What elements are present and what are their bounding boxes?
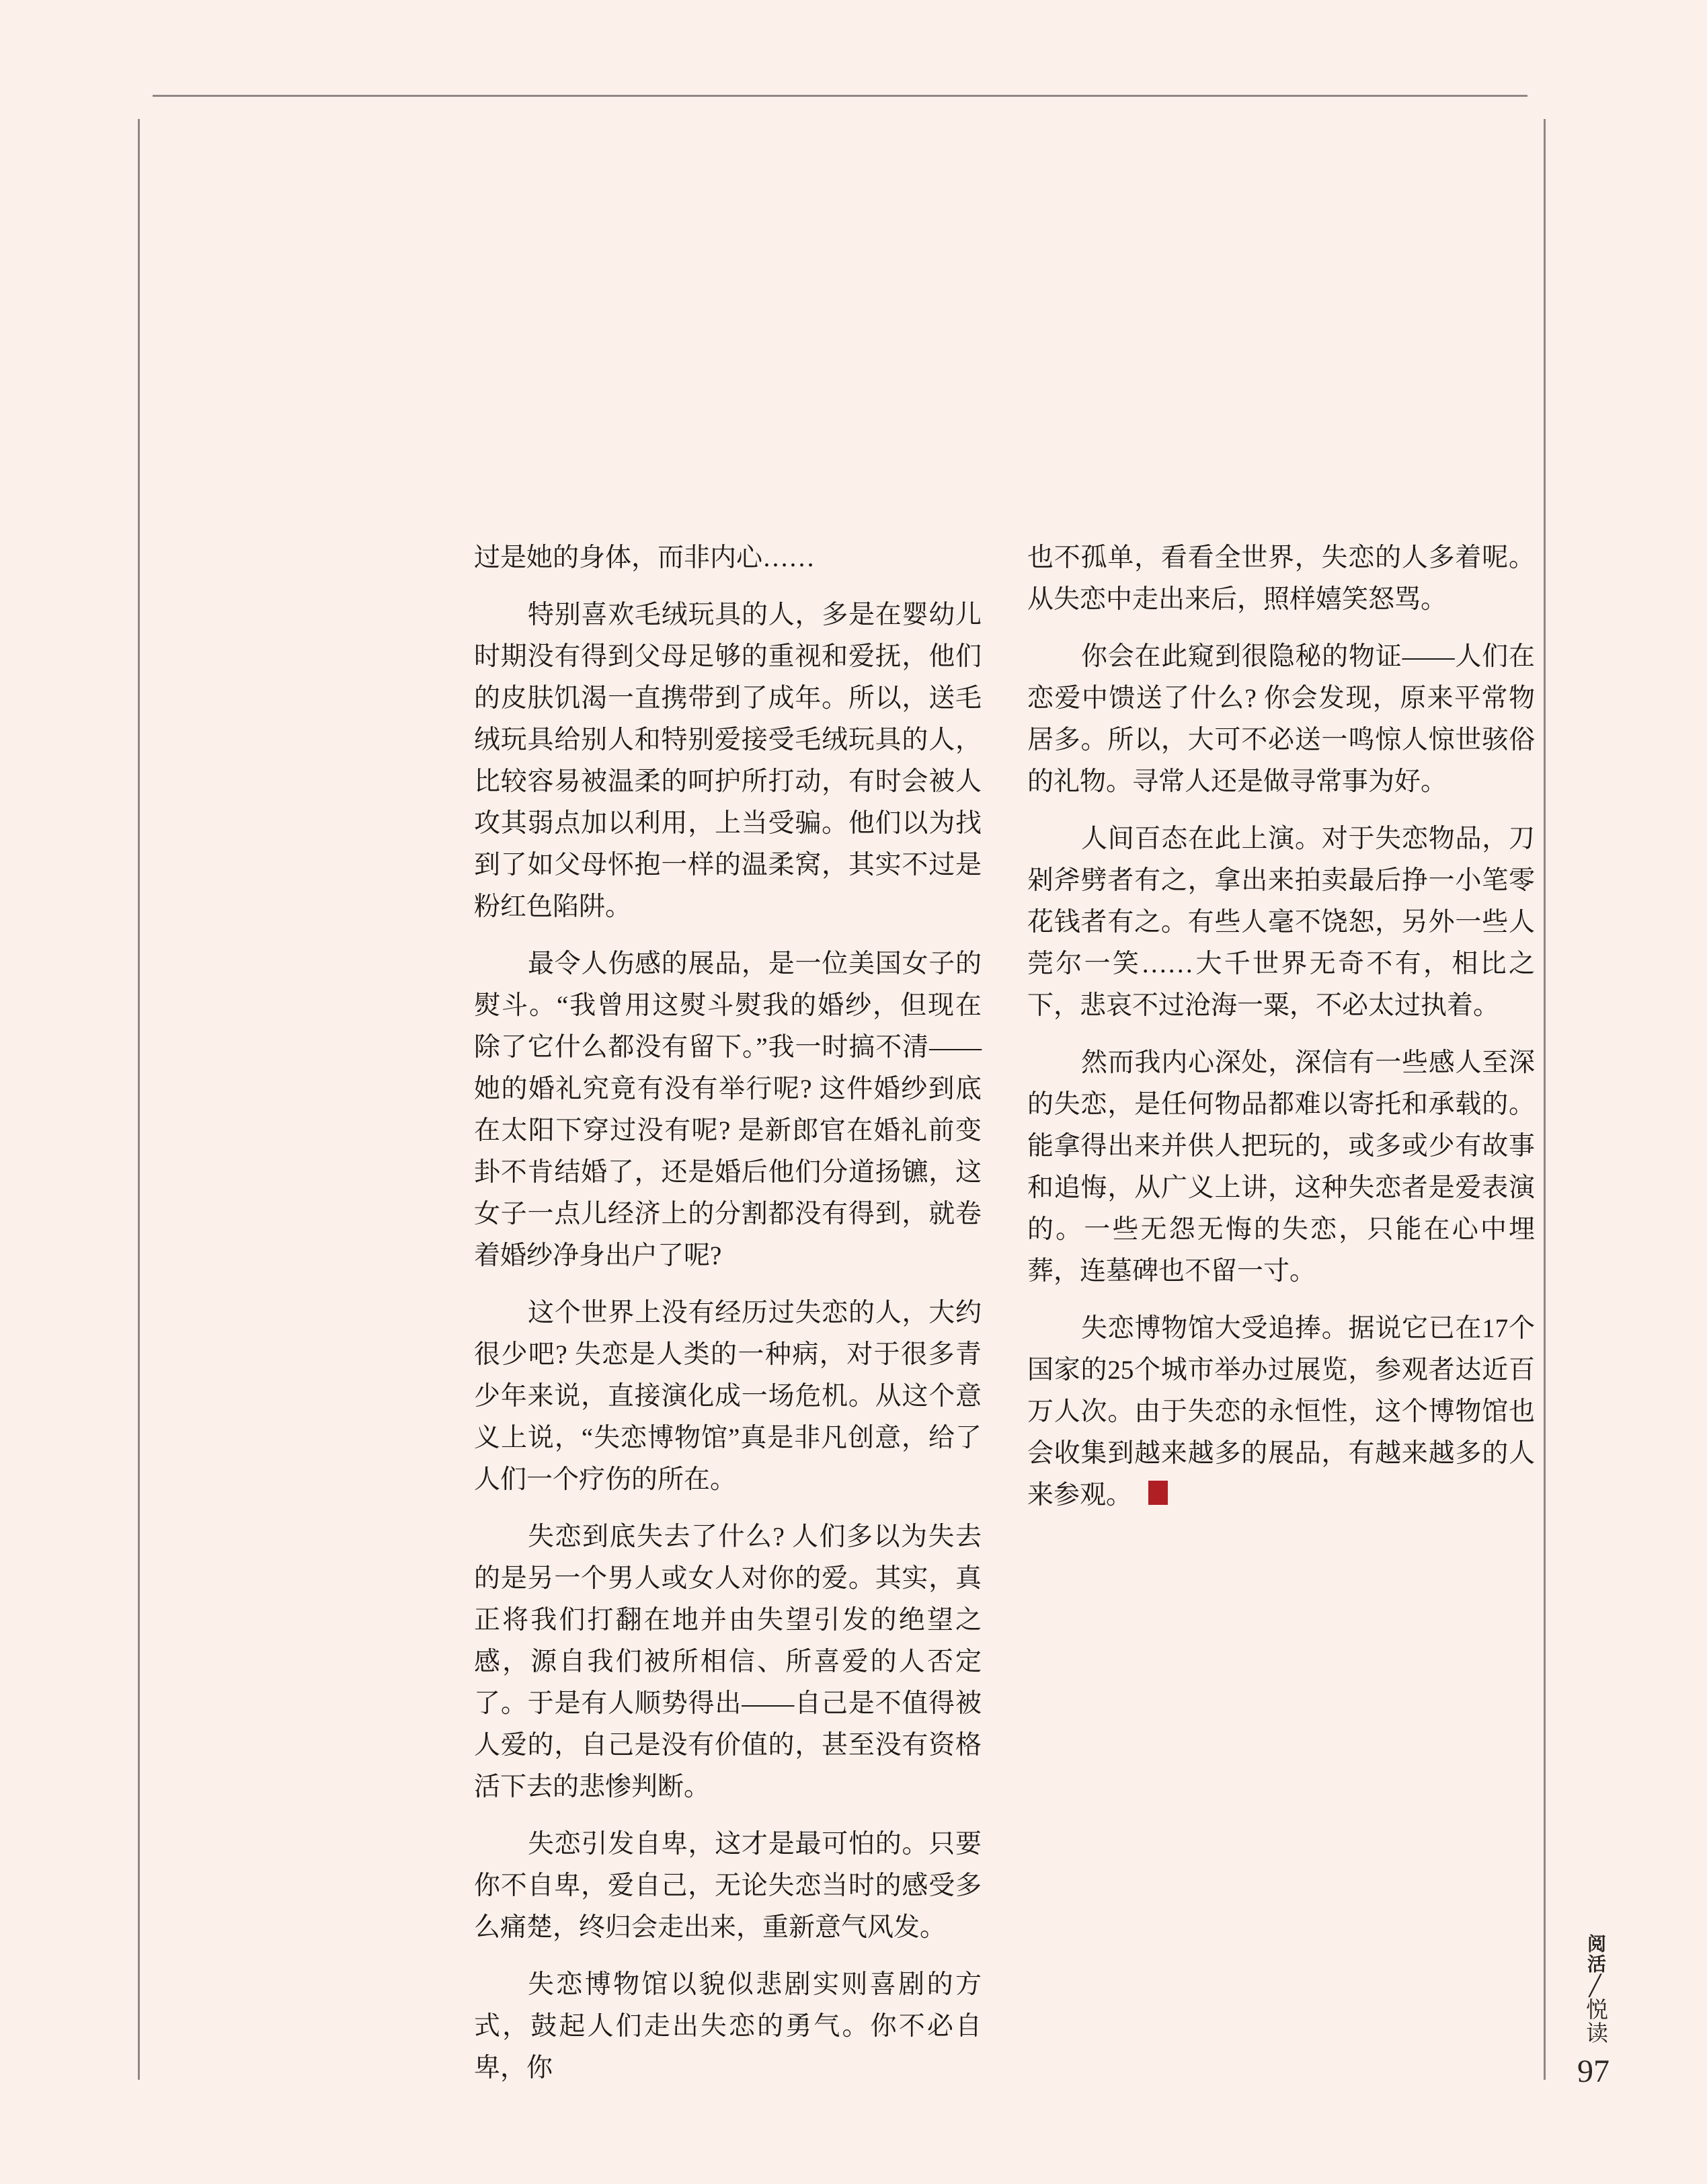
paragraph <box>1027 1308 1535 1516</box>
paragraph: 最令人伤感的展品，是一位美国女子的熨斗。“我曾用这熨斗熨我的婚纱，但现在除了它什么都没有留下。”我一时搞不清——她的婚礼究竟有没有举行呢? 这件婚纱到底在太阳下穿过没有呢? 是新郎官在婚礼前变卦不肯结婚了，还是婚后他们分道扬镳，这女子一点儿经济上的分割都没有得到，就卷着婚纱净身出户了呢? <box>474 949 982 1270</box>
paragraph: 失恋博物馆以貌似悲剧实则喜剧的方式，鼓起人们走出失恋的勇气。你不必自卑，你 <box>474 1970 982 2082</box>
section-name: 阅活 <box>1585 1934 1605 1974</box>
paragraph-text: 失恋博物馆大受追捧。据说它已在17个国家的25个城市举办过展览，参观者达近百万人次。由于失恋的永恒性，这个博物馆也会收集到越来越多的展品，有越来越多的人来参观。 <box>1027 1314 1535 1510</box>
paragraph: 也不孤单，看看全世界，失恋的人多着呢。从失恋中走出来后，照样嬉笑怒骂。 <box>1027 543 1535 614</box>
paragraph: 这个世界上没有经历过失恋的人，大约很少吧? 失恋是人类的一种病，对于很多青少年来说，直接演化成一场危机。从这个意义上说，“失恋博物馆”真是非凡创意，给了人们一个疗伤的所在。 <box>474 1298 982 1494</box>
section-label-vertical <box>1576 1934 1614 2045</box>
left-vertical-rule <box>138 119 140 2080</box>
slash-divider: ╱ <box>1584 1974 1606 1998</box>
paragraph: 人间百态在此上演。对于失恋物品，刀剁斧劈者有之，拿出来拍卖最后挣一小笔零花钱者有之。有些人毫不饶恕，另外一些人莞尔一笑……大千世界无奇不有，相比之下，悲哀不过沧海一粟，不必太过执着。 <box>1027 824 1535 1020</box>
right-vertical-rule <box>1544 119 1546 2080</box>
right-text-column <box>1027 537 1535 2089</box>
subsection-name: 悦读 <box>1583 1998 1607 2045</box>
paragraph: 你会在此窥到很隐秘的物证——人们在恋爱中馈送了什么? 你会发现，原来平常物居多。所以，大可不必送一鸣惊人惊世骇俗的礼物。寻常人还是做寻常事为好。 <box>1027 642 1535 796</box>
end-of-article-mark <box>1148 1481 1168 1505</box>
left-text-column <box>474 537 982 2089</box>
paragraph: 失恋到底失去了什么? 人们多以为失去的是另一个男人或女人对你的爱。其实，真正将我们打翻在地并由失望引发的绝望之感，源自我们被所相信、所喜爱的人否定了。于是有人顺势得出——自己是不值得被人爱的，自己是没有价值的，甚至没有资格活下去的悲惨判断。 <box>474 1522 982 1801</box>
paragraph: 失恋引发自卑，这才是最可怕的。只要你不自卑，爱自己，无论失恋当时的感受多么痛楚，终归会走出来，重新意气风发。 <box>474 1830 982 1942</box>
paragraph: 特别喜欢毛绒玩具的人，多是在婴幼儿时期没有得到父母足够的重视和爱抚，他们的皮肤饥渴一直携带到了成年。所以，送毛绒玩具给别人和特别爱接受毛绒玩具的人，比较容易被温柔的呵护所打动，有时会被人攻其弱点加以利用，上当受骗。他们以为找到了如父母怀抱一样的温柔窝，其实不过是粉红色陷阱。 <box>474 600 982 921</box>
paragraph: 过是她的身体，而非内心…… <box>474 543 816 572</box>
top-horizontal-rule <box>153 95 1527 97</box>
page-number: 97 <box>1577 2054 1610 2089</box>
paragraph: 然而我内心深处，深信有一些感人至深的失恋，是任何物品都难以寄托和承载的。能拿得出来并供人把玩的，或多或少有故事和追悔，从广义上讲，这种失恋者是爱表演的。一些无怨无悔的失恋，只能在心中埋葬，连墓碑也不留一寸。 <box>1027 1048 1535 1286</box>
article-body <box>474 537 1535 2089</box>
